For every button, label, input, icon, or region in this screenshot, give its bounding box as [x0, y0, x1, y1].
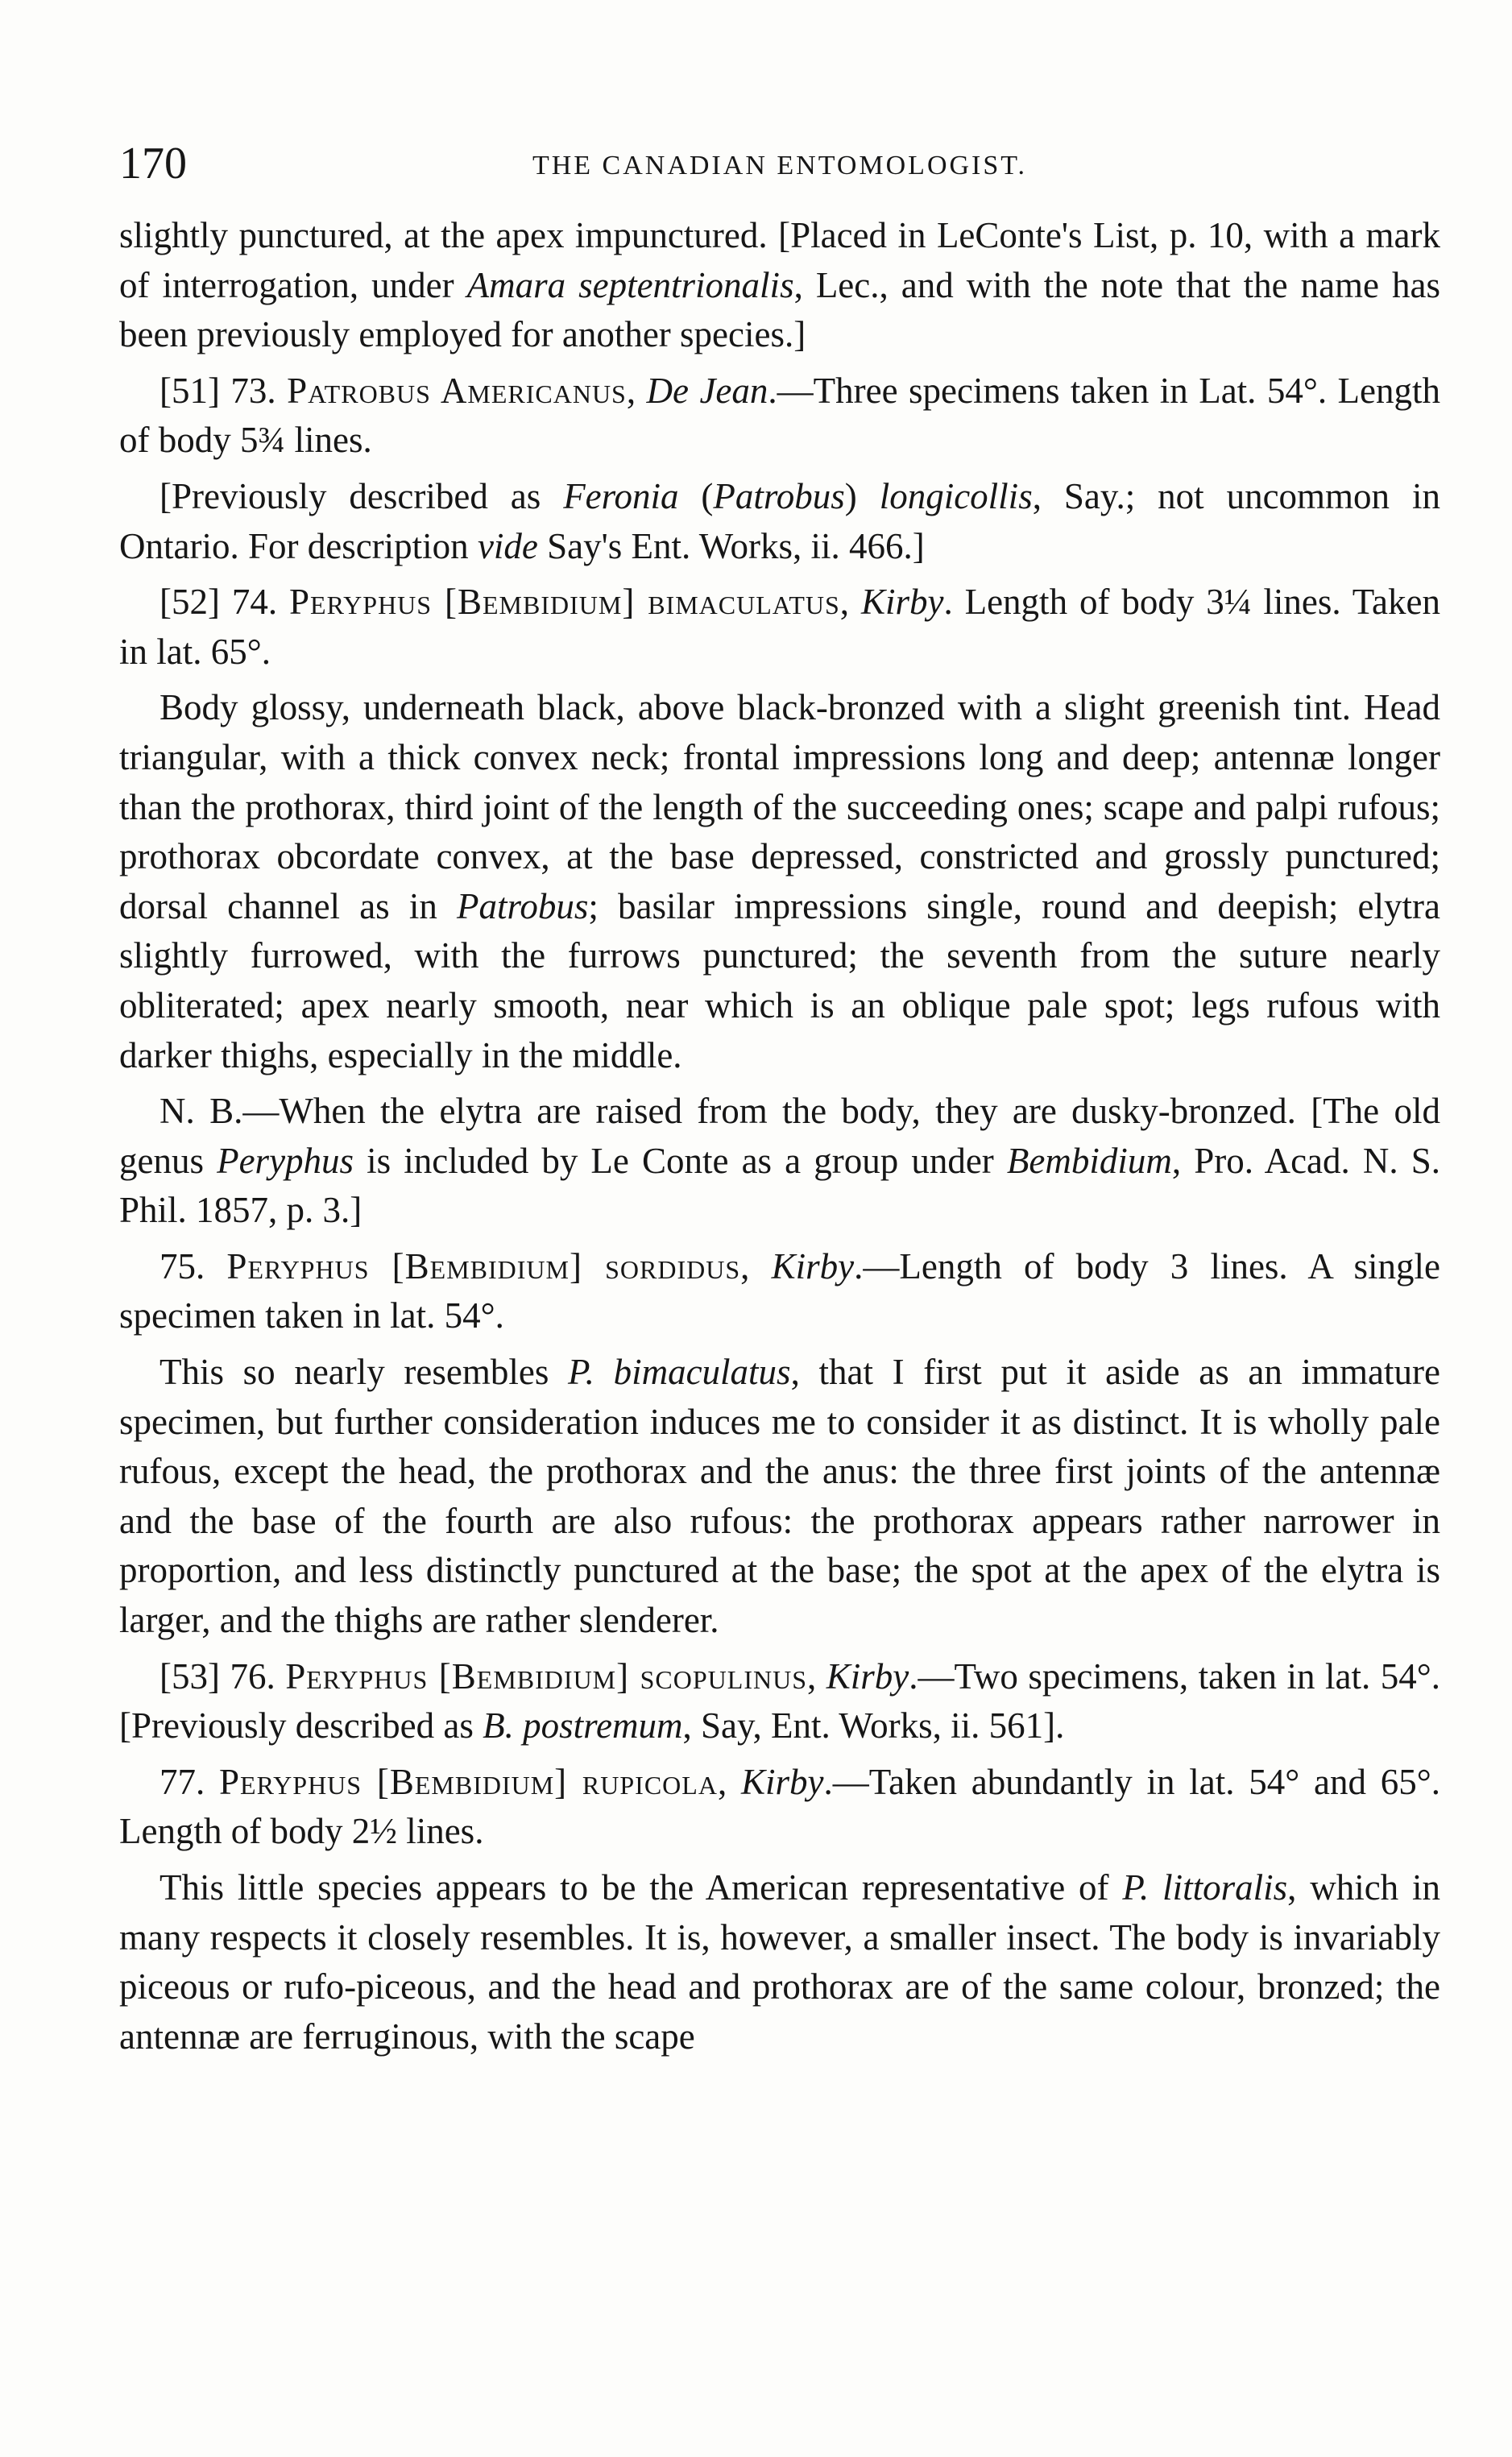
italic-text: Peryphus: [217, 1140, 354, 1181]
text-run: This little species appears to be the American representative of: [159, 1867, 1123, 1908]
italic-text: vide: [477, 525, 538, 566]
text-run: ): [844, 475, 880, 516]
italic-text: Kirby: [771, 1245, 855, 1287]
text-run: , Pro. Acad. N. S. Phil. 1857, p. 3.]: [119, 1140, 1440, 1231]
paragraph: [119, 1758, 1440, 1857]
text-run: ,: [717, 1761, 741, 1802]
text-run: ,: [807, 1655, 826, 1697]
italic-text: B. postremum: [483, 1705, 683, 1746]
text-run: This so nearly resembles: [159, 1352, 568, 1393]
text-run: Say's Ent. Works, ii. 466.]: [537, 525, 925, 566]
text-run: .—Three specimens taken in Lat. 54°. Length of body 5¾ lines.: [119, 370, 1440, 461]
italic-text: Kirby: [860, 582, 944, 623]
paragraph: [119, 367, 1440, 466]
text-run: slightly punctured, at the apex impunctured. [Placed in LeConte's List, p. 10, with a mark of interrogation, under: [119, 215, 1440, 305]
small-caps-text: Peryphus [Bembidium] rupicola: [219, 1761, 718, 1802]
text-run: [Previously described as: [159, 475, 564, 516]
paragraph: [119, 211, 1440, 360]
italic-text: P. bimaculatus: [567, 1352, 791, 1393]
text-run: (: [678, 475, 714, 516]
text-run: . Length of body 3¼ lines. Taken in lat. 65°.: [119, 582, 1440, 672]
paragraph: [119, 1348, 1440, 1646]
text-run: , Lec., and with the note that the name has been previously employed for another species.]: [119, 264, 1440, 355]
text-run: ,: [740, 1245, 772, 1287]
paragraph: [119, 578, 1440, 677]
text-run: ,: [626, 370, 647, 411]
page-number: 170: [119, 139, 187, 189]
text-run: is included by Le Conte as a group under: [354, 1140, 1007, 1181]
text-run: , Say.; not uncommon in Ontario. For description: [119, 475, 1440, 566]
paragraph: [119, 1087, 1440, 1236]
italic-text: De Jean: [646, 370, 768, 411]
text-run: N. B.—When the elytra are raised from the body, they are dusky-bronzed. [The old genus: [119, 1091, 1440, 1181]
text-run: .—Length of body 3 lines. A single specimen taken in lat. 54°.: [119, 1245, 1441, 1336]
italic-text: longicollis: [879, 475, 1033, 516]
italic-text: Kirby: [740, 1761, 824, 1802]
paragraph: [119, 683, 1440, 1080]
page-header: [119, 135, 1440, 192]
running-title: THE CANADIAN ENTOMOLOGIST.: [532, 151, 1028, 180]
paragraph: [119, 472, 1440, 571]
text-run: .—Two specimens, taken in lat. 54°. [Previously described as: [119, 1655, 1441, 1746]
paragraph: [119, 1242, 1440, 1341]
small-caps-text: Peryphus [Bembidium] bimaculatus: [289, 582, 840, 623]
text-run: 75.: [159, 1245, 227, 1287]
paragraph: [119, 1863, 1440, 2061]
text-run: .—Taken abundantly in lat. 54° and 65°. Length of body 2½ lines.: [119, 1761, 1440, 1852]
text-run: [51] 73.: [159, 370, 288, 411]
text-run: , that I first put it aside as an immature specimen, but further consideration induces me to consider it as distinct. It is wholly pale rufous, except the head, the prothorax and the anus: the three first joints of the antennæ and the base of the fourth are also rufous: the prothorax appears rather narrower in proportion, and less distinctly punctured at the base; the spot at the apex of the elytra is larger, and the thighs are rather slenderer.: [119, 1352, 1440, 1641]
paragraph: [119, 1652, 1440, 1751]
small-caps-text: Patrobus Americanus: [287, 370, 627, 411]
italic-text: Bembidium: [1006, 1140, 1172, 1181]
body-text: [119, 211, 1440, 2068]
text-run: , which in many respects it closely resembles. It is, however, a smaller insect. The body is invariably piceous or rufo-piceous, and the head and prothorax are of the same colour, bronzed; the antennæ are ferruginous, with the scape: [119, 1867, 1440, 2057]
italic-text: Patrobus: [457, 885, 589, 926]
text-run: ; basilar impressions single, round and deepish; elytra slightly furrowed, with the furrows punctured; the seventh from the suture nearly obliterated; apex nearly smooth, near which is an oblique pale spot; legs rufous with darker thighs, especially in the middle.: [119, 885, 1440, 1075]
italic-text: Patrobus: [713, 475, 845, 516]
italic-text: Amara septentrionalis: [466, 264, 794, 305]
small-caps-text: Peryphus [Bembidium] sordidus: [226, 1245, 741, 1287]
text-run: , Say, Ent. Works, ii. 561].: [682, 1705, 1065, 1746]
text-run: ,: [839, 582, 861, 623]
italic-text: Feronia: [563, 475, 679, 516]
italic-text: Kirby: [826, 1655, 909, 1697]
text-run: 77.: [159, 1761, 220, 1802]
text-run: [52] 74.: [159, 582, 290, 623]
text-run: Body glossy, underneath black, above black-bronzed with a slight greenish tint. Head triangular, with a thick convex neck; frontal impressions long and deep; antennæ longer than the prothorax, third joint of the length of the succeeding ones; scape and palpi rufous; prothorax obcordate convex, at the base depressed, constricted and grossly punctured; dorsal channel as in: [119, 687, 1440, 926]
small-caps-text: Peryphus [Bembidium] scopulinus: [285, 1655, 807, 1697]
text-run: [53] 76.: [159, 1655, 286, 1697]
italic-text: P. littoralis: [1122, 1867, 1288, 1908]
